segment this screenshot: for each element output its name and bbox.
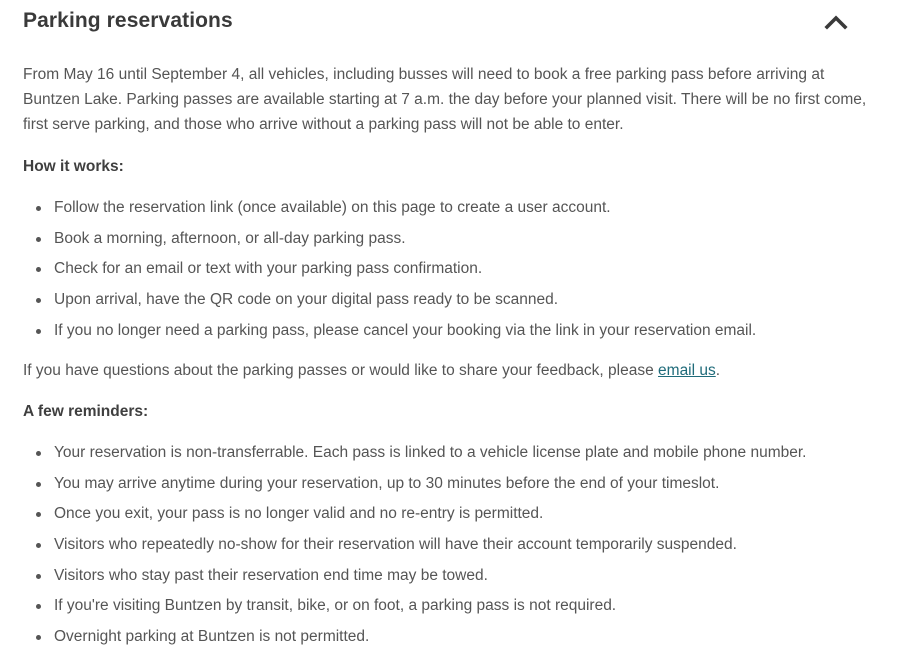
list-item: Visitors who repeatedly no-show for their reservation will have their account temporarily suspended. [23, 535, 806, 566]
reminders-heading: A few reminders: [23, 403, 149, 420]
list-item: Book a morning, afternoon, or all-day parking pass. [23, 229, 756, 260]
list-item: If you no longer need a parking pass, please cancel your booking via the link in your reservation email. [23, 321, 756, 352]
list-item: Upon arrival, have the QR code on your digital pass ready to be scanned. [23, 290, 756, 321]
questions-paragraph [23, 361, 720, 381]
accordion-content [23, 62, 883, 646]
email-us-link[interactable]: email us [658, 362, 716, 379]
list-item: Once you exit, your pass is no longer valid and no re-entry is permitted. [23, 504, 806, 535]
accordion-title: Parking reservations [23, 9, 233, 32]
how-it-works-heading: How it works: [23, 158, 124, 175]
chevron-up-icon[interactable] [824, 11, 848, 31]
questions-text: If you have questions about the parking passes or would like to share your feedback, please [23, 362, 659, 379]
list-item: If you're visiting Buntzen by transit, bike, or on foot, a parking pass is not required. [23, 596, 806, 627]
accordion-header[interactable] [23, 0, 853, 42]
reminders-list [23, 443, 806, 658]
list-item: Overnight parking at Buntzen is not permitted. [23, 627, 806, 658]
questions-suffix: . [715, 362, 721, 379]
list-item: Your reservation is non-transferrable. Each pass is linked to a vehicle license plate and mobile phone number. [23, 443, 806, 474]
intro-paragraph: From May 16 until September 4, all vehicles, including busses will need to book a free parking pass before arriving at Buntzen Lake. Parking passes are available starting at 7 a.m. the day before your planned visit. There will be no first come, first serve parking, and those who arrive without a parking pass will not be able to enter. [23, 66, 867, 133]
list-item: Visitors who stay past their reservation end time may be towed. [23, 566, 806, 597]
list-item: Follow the reservation link (once available) on this page to create a user account. [23, 198, 756, 229]
list-item: You may arrive anytime during your reservation, up to 30 minutes before the end of your timeslot. [23, 474, 806, 505]
how-it-works-list [23, 198, 756, 351]
list-item: Check for an email or text with your parking pass confirmation. [23, 259, 756, 290]
